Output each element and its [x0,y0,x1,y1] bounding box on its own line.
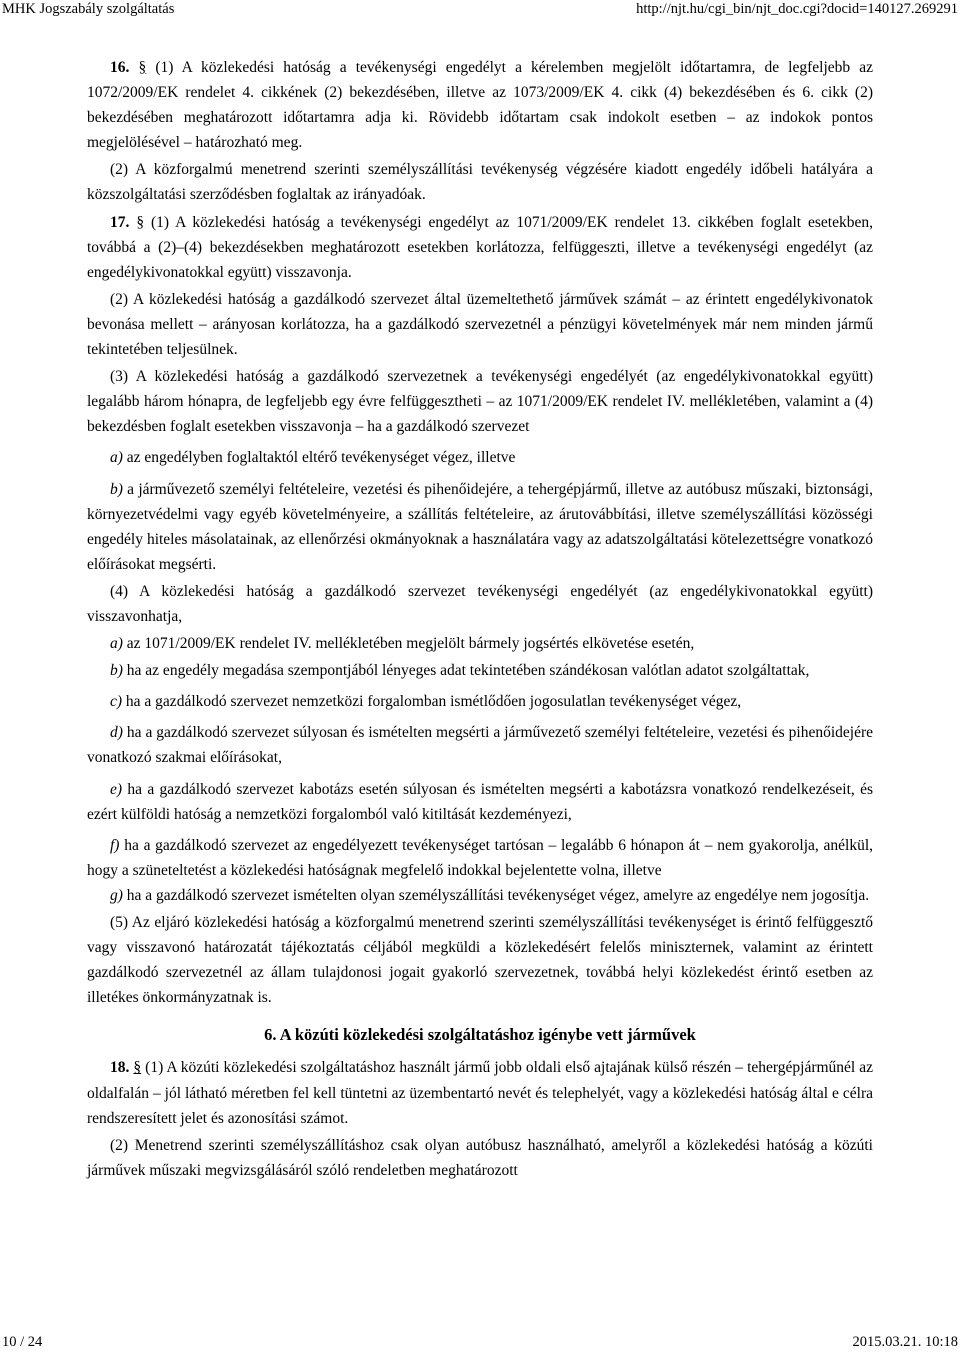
section-17-para-4-point-g [87,883,873,908]
point-b-text: a járművezető személyi feltételeire, vezetési és pihenőidejére, a tehergépjármű, illetve az autóbusz műszaki, biztonsági, környezetvédelmi vagy egyéb követelményeire, a szállítás feltételeire, az árutovábbítási, illetve személyszállítási közösségi engedély hiteles másolatainak, az ellenőrzési okmányoknak a használatára vagy az adatszolgáltatási kötelezettségre vonatkozó előírásokat megsérti. [87,480,873,573]
point-f-text: ha a gazdálkodó szervezet az engedélyezett tevékenységet tartósan – legalább 6 hónapon át – nem gyakorolja, anélkül, hogy a szüneteltetést a közlekedési hatóságnak megfelelő indokkal bejelentette volna, illetve [87,836,873,879]
section-17-para-1 [87,210,873,285]
point-c-text: ha a gazdálkodó szervezet nemzetközi forgalomban ismétlődően jogosulatlan tevékenységet végez, [122,693,742,711]
point-b-label: b) [110,480,123,498]
point-a-label: a) [110,449,123,467]
section-17-para-4-point-a [87,631,873,656]
header-url: http://njt.hu/cgi_bin/njt_doc.cgi?docid=140127.269291 [636,1,958,17]
section-17-para-2: (2) A közlekedési hatóság a gazdálkodó szervezet által üzemeltethető járművek számát – az érintett engedélykivonatok bevonása mellett – arányosan korlátozza, ha a gazdálkodó szervezetnél a pénzügyi követelmények már nem minden jármű tekintetében teljesülnek. [87,290,873,359]
section-18-para-1-text: (1) A közúti közlekedési szolgáltatáshoz használt jármű jobb oldali első ajtajának külső részén – tehergépjárműnél az oldalfalán – jól látható méretben fel kell tüntetni az üzembentartó nevét és telephelyét, vagy a közlekedési hatóság által e célra rendszeresített jelet és azonosítási számot. [87,1059,874,1127]
point-e-text: ha a gazdálkodó szervezet kabotázs esetén súlyosan és ismételten megsérti a kabotázsra vonatkozó rendelkezéseit, és ezért külföldi hatóság a nemzetközi forgalomból való kitiltását kezdeményezi, [87,780,873,823]
section-17-para-5: (5) Az eljáró közlekedési hatóság a közforgalmú menetrend szerinti személyszállítási tevékenységet is érintő felfüggesztő vagy visszavonó határozatát tájékoztatás céljából megküldi a közlekedésért felelős miniszternek, valamint az érintett gazdálkodó szervezetnél az állam tulajdonosi jogait gyakorló szervezetnek, továbbá helyi közlekedést érintő esetben az illetékes önkormányzatnak is. [87,914,873,1007]
section-17-para-4-point-f [87,833,873,883]
point-b-label: b) [110,662,123,680]
page-number: 10 / 24 [2,1334,43,1350]
section-17-para-3-point-a [87,445,873,470]
section-17-para-1-text: (1) A közlekedési hatóság a tevékenységi engedélyt az 1071/2009/EK rendelet 13. cikkében foglalt esetekben, továbbá a (2)–(4) bekezdésekben meghatározott esetekben korlátozza, felfüggeszti, illetve a tevékenységi engedélyt (az engedélykivonatokkal együtt) visszavonja. [87,213,873,281]
section-17-para-4-point-c [87,689,873,714]
point-d-label: d) [110,724,123,742]
point-a-text: az engedélyben foglaltaktól eltérő tevékenységet végez, illetve [122,449,516,467]
point-g-text: ha a gazdálkodó szervezet ismételten olyan személyszállítási tevékenységet végez, amelyre az engedélye nem jogosítja. [122,886,870,904]
section-17-para-4-point-e [87,777,873,827]
section-17-para-3-point-b [87,477,873,577]
point-g-label: g) [110,886,123,904]
point-d-text: ha a gazdálkodó szervezet súlyosan és ismételten megsérti a járművezető személyi feltételeire, vezetési és pihenőidejére vonatkozó szakmai előírásokat, [87,724,873,767]
section-16-para-2: (2) A közforgalmú menetrend szerinti személyszállítási tevékenység végzésére kiadott engedély időbeli hatályára a közszolgáltatási szerződésben foglaltak az irányadóak. [87,161,873,204]
point-a-text: az 1071/2009/EK rendelet IV. mellékletében megjelölt bármely jogsértés elkövetése esetén, [122,635,695,653]
point-b-text: ha az engedély megadása szempontjából lényeges adat tekintetében szándékosan valótlan adatot szolgáltattak, [122,662,810,680]
point-f-label: f) [110,836,120,854]
section-18-sign[interactable]: § [133,1059,142,1077]
section-18-number: 18. [110,1059,130,1077]
section-17-para-4-point-d [87,720,873,770]
point-c-label: c) [110,693,123,711]
chapter-heading: 6. A közúti közlekedési szolgáltatáshoz igénybe vett járművek [264,1025,696,1045]
document-body [87,55,873,1183]
section-17-sign[interactable]: § [136,213,145,231]
section-17-number: 17. [110,213,130,231]
section-17-para-3: (3) A közlekedési hatóság a gazdálkodó szervezetnek a tevékenységi engedélyét (az engedélykivonatokkal együtt) legalább három hónapra, de legfeljebb egy évre felfüggesztheti – az 1071/2009/EK rendelet IV. mellékletében, valamint a (4) bekezdésben foglalt esetekben visszavonja – ha a gazdálkodó szervezet [87,368,873,436]
section-18-para-2: (2) Menetrend szerinti személyszállításhoz csak olyan autóbusz használható, amelyről a közlekedési hatóság a közúti járművek műszaki megvizsgálásáról szóló rendeletben meghatározott [87,1136,873,1179]
section-18-para-1 [87,1055,873,1130]
section-16-number: 16. [110,59,130,76]
section-16-para-1 [87,55,873,155]
section-16-para-1-text: (1) A közlekedési hatóság a tevékenységi engedélyt a kérelemben megjelölt időtartamra, de legfeljebb az 1072/2009/EK rendelet 4. cikkének (2) bekezdésében, illetve az 1073/2009/EK 4. cikk (4) bekezdésében és 6. cikk (2) bekezdésében meghatározott időtartamra adja ki. Rövidebb időtartam csak indokolt esetben – az indokok pontos megjelölésével – határozható meg. [87,59,874,152]
section-17-para-4-point-b [87,658,873,683]
print-datetime: 2015.03.21. 10:18 [852,1334,958,1350]
section-17-para-4: (4) A közlekedési hatóság a gazdálkodó szervezet tevékenységi engedélyét (az engedélykivonatokkal együtt) visszavonhatja, [87,582,873,625]
point-a-label: a) [110,635,123,653]
point-e-label: e) [110,780,123,798]
header-site-title: MHK Jogszabály szolgáltatás [2,1,175,17]
section-16-sign[interactable]: § [138,59,147,76]
